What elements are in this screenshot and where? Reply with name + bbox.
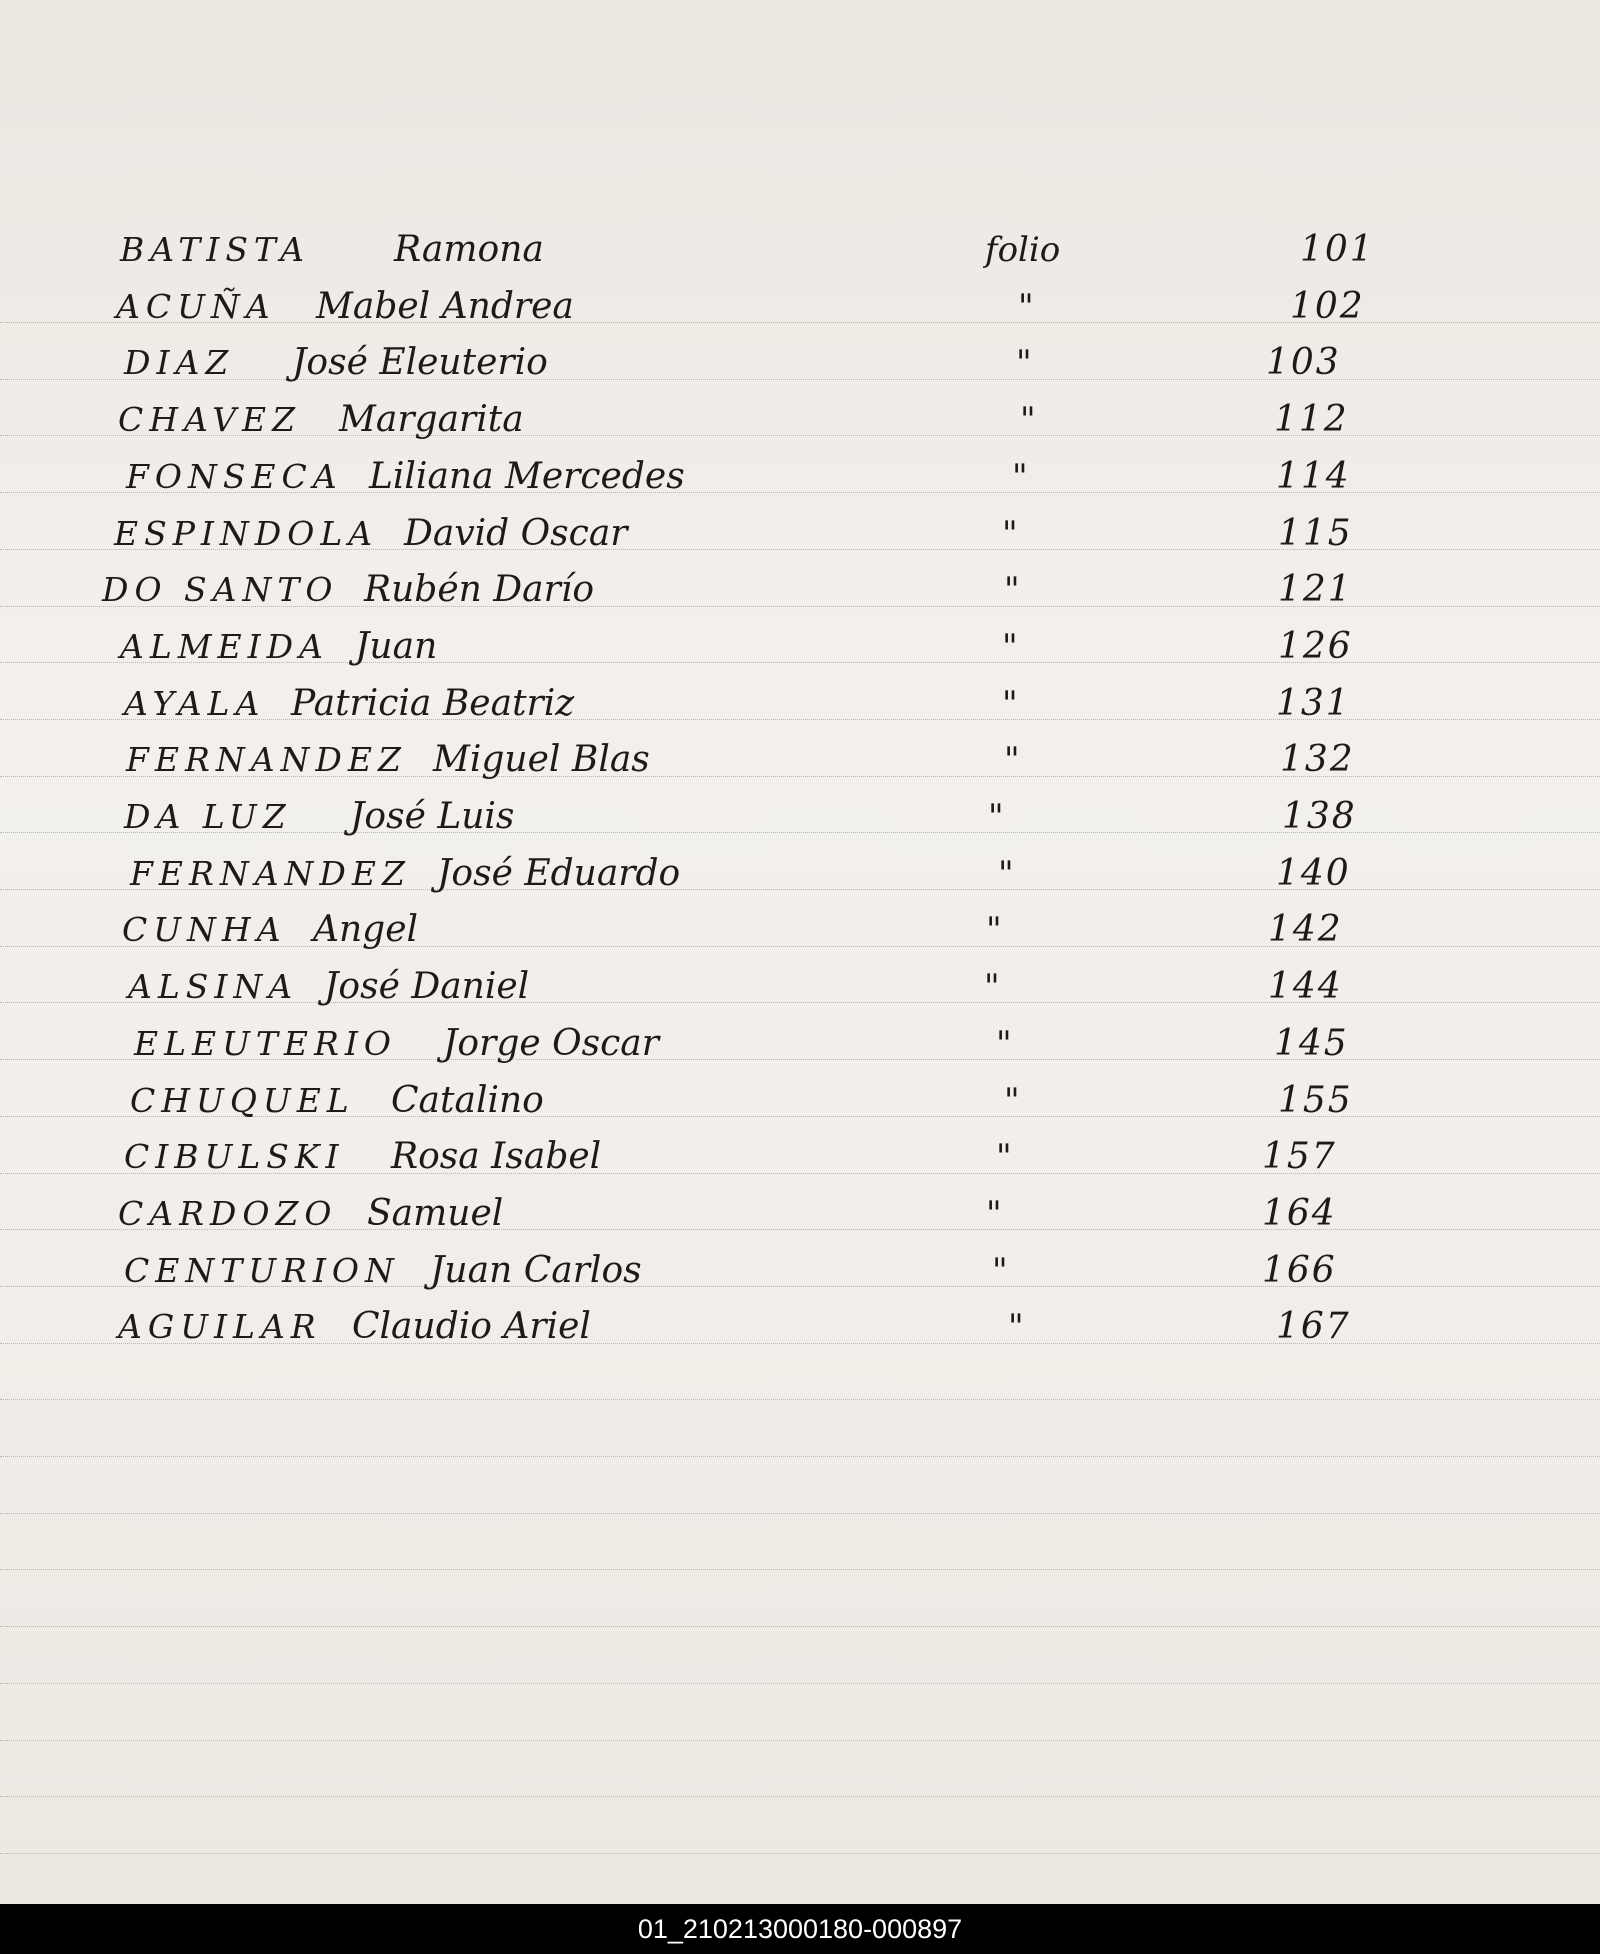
ditto-mark: " (1018, 286, 1034, 327)
image-id-label: 01_210213000180-000897 (637, 1914, 963, 1944)
entry-given-names: Miguel Blas (433, 739, 650, 781)
entry-given-names: José Daniel (324, 966, 530, 1008)
ledger-row (0, 339, 1600, 387)
entry-given-names: José Luis (350, 796, 515, 837)
entry-given-names: Samuel (367, 1192, 504, 1234)
entry-given-names: Liliana Mercedes (369, 455, 685, 497)
entry-given-names: Ramona (394, 229, 544, 270)
ditto-mark: " (1002, 626, 1018, 667)
folio-number: 167 (1276, 1306, 1351, 1348)
entry-surname: DA LUZ (124, 797, 292, 836)
entry-given-names: Juan Carlos (430, 1249, 642, 1291)
folio-number: 112 (1274, 399, 1349, 441)
folio-number: 115 (1278, 512, 1353, 554)
ledger-row (0, 793, 1600, 841)
entry-given-names: Catalino (391, 1079, 544, 1121)
ledger-row (0, 906, 1600, 954)
folio-number: 166 (1262, 1249, 1337, 1291)
ledger-row (0, 623, 1600, 671)
ditto-mark: " (986, 1193, 1002, 1234)
folio-number: 138 (1282, 796, 1357, 837)
ledger-row (0, 226, 1600, 274)
ledger-row (0, 1303, 1600, 1351)
entry-surname: DO SANTO (102, 570, 339, 610)
ledger-row (0, 736, 1600, 784)
entry-surname: CIBULSKI (124, 1137, 345, 1177)
entry-given-names: David Oscar (404, 512, 628, 554)
entry-surname: ALMEIDA (120, 626, 329, 666)
entry-given-names: Margarita (339, 399, 524, 441)
ledger-row (0, 963, 1600, 1011)
folio-number: 114 (1276, 455, 1351, 497)
folio-number: 142 (1268, 909, 1343, 951)
ledger-row (0, 1190, 1600, 1238)
entry-surname: CENTURION (124, 1250, 400, 1290)
ledger-row (0, 1020, 1600, 1068)
entry-surname: FERNANDEZ (130, 853, 411, 893)
ditto-mark: " (1002, 683, 1018, 724)
entry-surname: BATISTA (120, 230, 310, 269)
folio-number: 101 (1300, 229, 1375, 270)
folio-number: 126 (1278, 625, 1353, 667)
entry-surname: FONSECA (126, 456, 343, 496)
entry-surname: CARDOZO (118, 1193, 338, 1233)
entry-given-names: José Eduardo (437, 852, 681, 894)
entry-surname: ALSINA (128, 967, 299, 1007)
folio-number: 157 (1262, 1136, 1337, 1178)
entry-surname: CHUQUEL (130, 1080, 355, 1120)
ledger-row (0, 680, 1600, 728)
entry-surname: AYALA (124, 683, 266, 723)
folio-number: 102 (1290, 285, 1365, 327)
ledger-row (0, 1133, 1600, 1181)
folio-number: 144 (1268, 966, 1343, 1008)
folio-number: 121 (1278, 569, 1353, 611)
ledger-row (0, 566, 1600, 614)
folio-number: 145 (1274, 1022, 1349, 1064)
ledger-row (0, 283, 1600, 331)
ditto-mark: " (998, 853, 1014, 894)
entry-given-names: Juan (355, 625, 438, 667)
entry-given-names: Mabel Andrea (316, 285, 574, 327)
ditto-mark: " (984, 967, 1000, 1008)
entry-given-names: José Eleuterio (292, 342, 548, 384)
entry-given-names: Claudio Ariel (352, 1306, 591, 1348)
folio-number: 155 (1278, 1079, 1353, 1121)
entry-surname: ELEUTERIO (134, 1023, 397, 1063)
entry-given-names: Angel (313, 909, 419, 951)
ditto-mark: " (992, 1250, 1008, 1291)
ditto-mark: " (988, 797, 1004, 837)
ledger-row (0, 453, 1600, 501)
ditto-mark: " (1012, 456, 1028, 497)
folio-number: 103 (1266, 342, 1341, 384)
ditto-mark: " (1016, 343, 1032, 384)
entry-surname: ACUÑA (116, 286, 276, 326)
folio-number: 164 (1262, 1192, 1337, 1234)
ditto-mark: " (986, 910, 1002, 951)
ledger-row (0, 1077, 1600, 1125)
ditto-mark: " (996, 1023, 1012, 1064)
folio-number: 140 (1276, 852, 1351, 894)
entry-given-names: Rubén Darío (364, 569, 594, 611)
folio-number: 132 (1280, 739, 1355, 781)
folio-number: 131 (1276, 682, 1351, 724)
ledger-row (0, 1247, 1600, 1295)
entry-surname: CUNHA (122, 910, 287, 950)
entry-surname: CHAVEZ (118, 400, 302, 440)
entry-surname: AGUILAR (118, 1307, 322, 1347)
entry-surname: FERNANDEZ (126, 740, 407, 780)
ledger-row (0, 396, 1600, 444)
entry-given-names: Rosa Isabel (391, 1136, 602, 1178)
entry-surname: DIAZ (124, 343, 235, 383)
ditto-mark: " (1002, 513, 1018, 554)
ditto-mark: " (1008, 1307, 1024, 1348)
ditto-mark: " (996, 1137, 1012, 1178)
entry-surname: ESPINDOLA (114, 513, 379, 553)
entry-given-names: Patricia Beatriz (291, 682, 575, 724)
ditto-mark: " (1004, 740, 1020, 781)
ledger-row (0, 850, 1600, 898)
ditto-mark: " (1004, 570, 1020, 611)
folio-label: folio (985, 230, 1061, 270)
ditto-mark: " (1004, 1080, 1020, 1121)
ditto-mark: " (1020, 400, 1036, 441)
entry-given-names: Jorge Oscar (443, 1022, 659, 1064)
image-id-bar (0, 1904, 1600, 1954)
ledger-row (0, 510, 1600, 558)
